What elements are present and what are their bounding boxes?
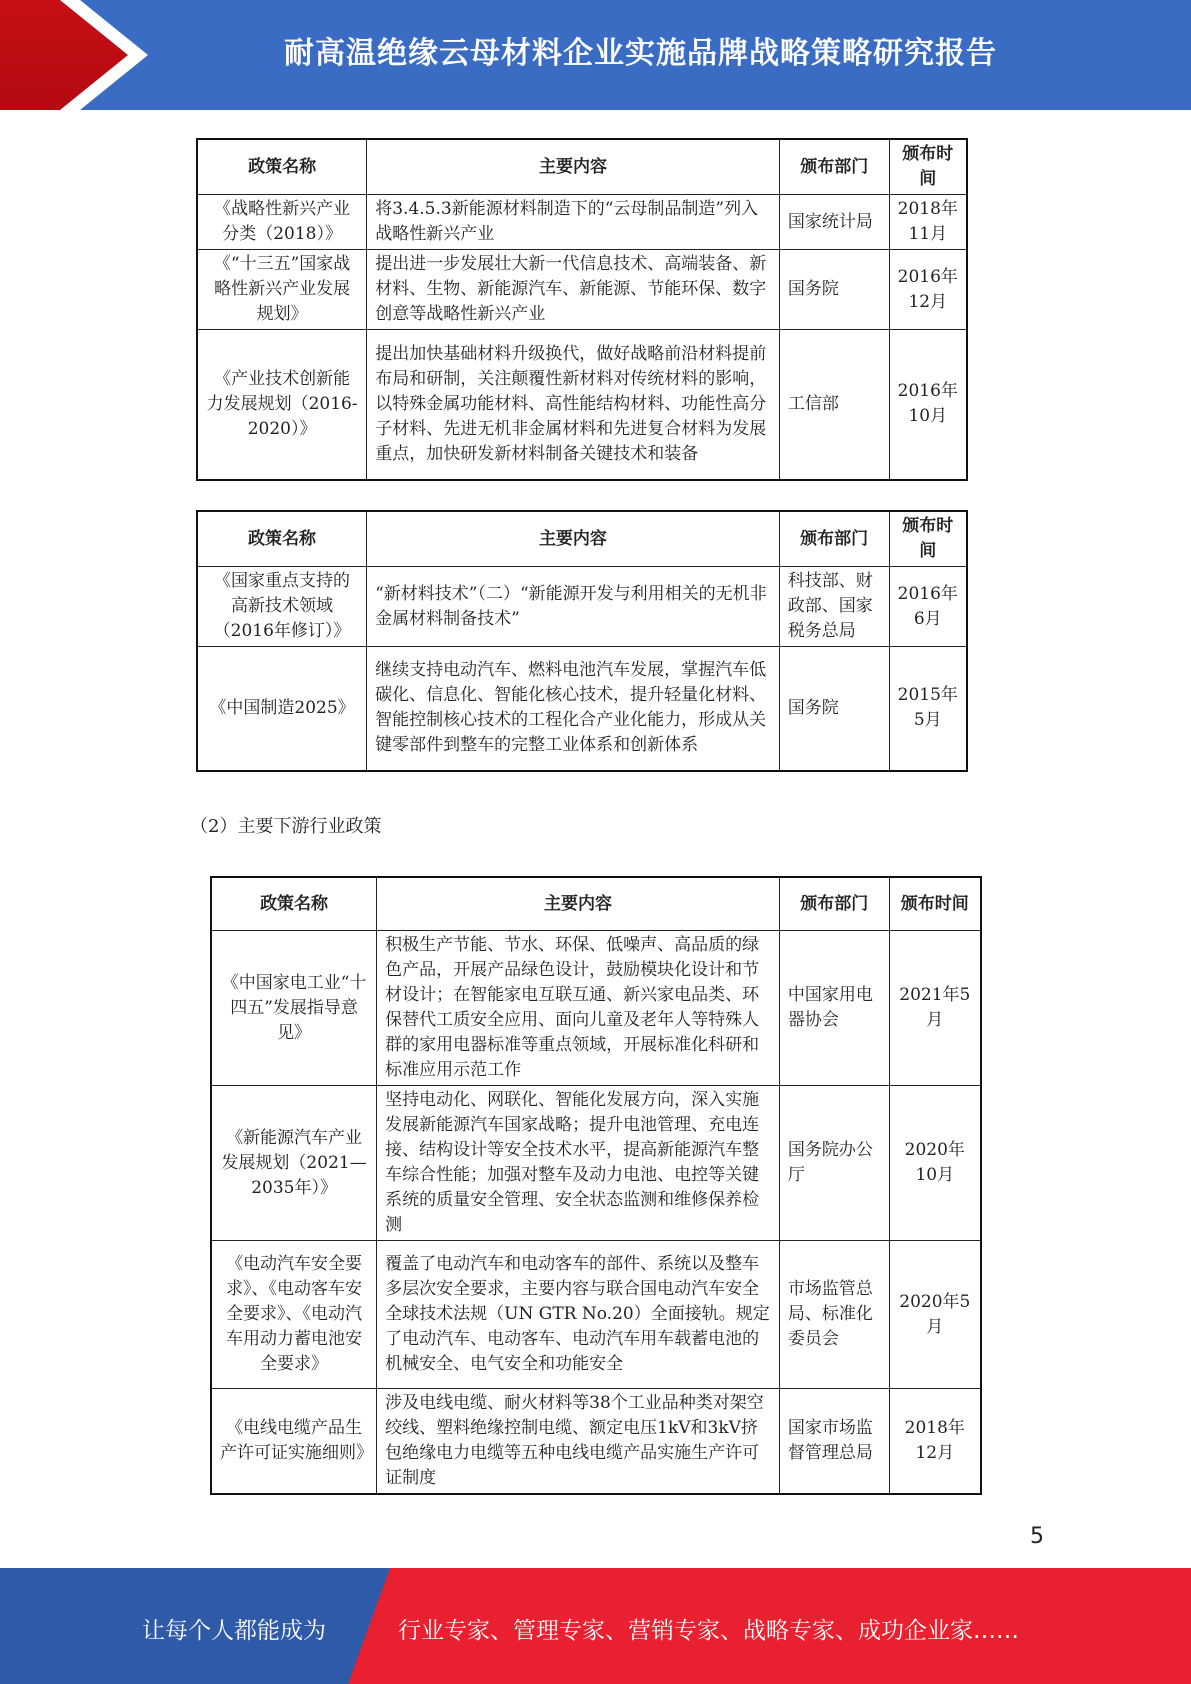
- policy-dept: 国家市场监督管理总局: [779, 1389, 889, 1495]
- table-row: [211, 1086, 981, 1241]
- policy-content: 涉及电线电缆、耐火材料等38个工业品种类对架空绞线、塑料绝缘控制电缆、额定电压1kV和3kV挤包绝缘电力电缆等五种电线电缆产品实施生产许可证制度: [377, 1389, 780, 1495]
- policy-dept: 国务院: [779, 250, 889, 330]
- header-banner: [0, 0, 1191, 110]
- col-header-dept: 颁布部门: [779, 139, 889, 195]
- table-row: [197, 647, 967, 771]
- col-header-time: 颁布时间: [889, 511, 967, 567]
- policy-time: 2016年6月: [889, 567, 967, 647]
- policy-content: 提出加快基础材料升级换代，做好战略前沿材料提前布局和研制，关注颠覆性新材料对传统材料的影响，以特殊金属功能材料、高性能结构材料、功能性高分子材料、先进无机非金属材料和先进复合材料为发展重点，加快研发新材料制备关键技术和装备: [367, 330, 780, 480]
- policy-dept: 国务院办公厅: [779, 1086, 889, 1241]
- policy-name: 《“十三五”国家战略性新兴产业发展规划》: [197, 250, 367, 330]
- policy-content: 覆盖了电动汽车和电动客车的部件、系统以及整车多层次安全要求，主要内容与联合国电动汽车安全全球技术法规（UN GTR No.20）全面接轨。规定了电动汽车、电动客车、电动汽车用车载蓄电池的机械安全、电气安全和功能安全: [377, 1241, 780, 1389]
- policy-dept: 市场监管总局、标准化委员会: [779, 1241, 889, 1389]
- policy-name: 《新能源汽车产业发展规划（2021—2035年）》: [211, 1086, 377, 1241]
- table-row: [211, 1389, 981, 1495]
- policy-content: 继续支持电动汽车、燃料电池汽车发展，掌握汽车低碳化、信息化、智能化核心技术，提升轻量化材料、智能控制核心技术的工程化合产业化能力，形成从关键零部件到整车的完整工业体系和创新体系: [367, 647, 780, 771]
- policy-name: 《中国制造2025》: [197, 647, 367, 771]
- policy-time: 2016年10月: [889, 330, 967, 480]
- col-header-content: 主要内容: [367, 139, 780, 195]
- policy-name: 《国家重点支持的高新技术领域（2016年修订）》: [197, 567, 367, 647]
- table-header-row: [197, 139, 967, 195]
- table-row: [197, 567, 967, 647]
- policy-content: 将3.4.5.3新能源材料制造下的“云母制品制造”列入战略性新兴产业: [367, 195, 780, 250]
- section-label: （2）主要下游行业政策: [190, 816, 382, 837]
- policy-time: 2016年12月: [889, 250, 967, 330]
- policy-dept: 国务院: [779, 647, 889, 771]
- policy-table-2: [196, 510, 968, 772]
- policy-time: 2018年12月: [889, 1389, 981, 1495]
- policy-name: 《电动汽车安全要求》、《电动客车安全要求》、《电动汽车用动力蓄电池安全要求》: [211, 1241, 377, 1389]
- col-header-content: 主要内容: [377, 877, 780, 931]
- policy-time: 2021年5月: [889, 931, 981, 1086]
- policy-time: 2020年10月: [889, 1086, 981, 1241]
- policy-name: 《产业技术创新能力发展规划（2016-2020）》: [197, 330, 367, 480]
- col-header-time: 颁布时间: [889, 139, 967, 195]
- policy-name: 《中国家电工业“十四五”发展指导意见》: [211, 931, 377, 1086]
- table-row: [197, 330, 967, 480]
- col-header-name: 政策名称: [197, 139, 367, 195]
- table-row: [197, 250, 967, 330]
- col-header-time: 颁布时间: [889, 877, 981, 931]
- policy-content: 提出进一步发展壮大新一代信息技术、高端装备、新材料、生物、新能源汽车、新能源、节能环保、数字创意等战略性新兴产业: [367, 250, 780, 330]
- policy-content: “新材料技术”（二）“新能源开发与利用相关的无机非金属材料制备技术”: [367, 567, 780, 647]
- policy-table-3: [210, 876, 982, 1495]
- policy-dept: 工信部: [779, 330, 889, 480]
- policy-time: 2020年5月: [889, 1241, 981, 1389]
- col-header-name: 政策名称: [197, 511, 367, 567]
- policy-dept: 科技部、财政部、国家税务总局: [779, 567, 889, 647]
- table-row: [211, 931, 981, 1086]
- policy-content: 积极生产节能、节水、环保、低噪声、高品质的绿色产品，开展产品绿色设计，鼓励模块化设计和节材设计；在智能家电互联互通、新兴家电品类、环保替代工质安全应用、面向儿童及老年人等特殊人群的家用电器标准等重点领域，开展标准化科研和标准应用示范工作: [377, 931, 780, 1086]
- table-row: [197, 195, 967, 250]
- page-number: 5: [1030, 1524, 1044, 1549]
- footer-slogan-right: 行业专家、管理专家、营销专家、战略专家、成功企业家……: [398, 1618, 1019, 1644]
- policy-name: 《电线电缆产品生产许可证实施细则》: [211, 1389, 377, 1495]
- policy-content: 坚持电动化、网联化、智能化发展方向，深入实施发展新能源汽车国家战略；提升电池管理、充电连接、结构设计等安全技术水平，提高新能源汽车整车综合性能；加强对整车及动力电池、电控等关键系统的质量安全管理、安全状态监测和维修保养检测: [377, 1086, 780, 1241]
- footer-banner: [0, 1568, 1191, 1684]
- col-header-dept: 颁布部门: [779, 877, 889, 931]
- col-header-content: 主要内容: [367, 511, 780, 567]
- policy-table-1: [196, 138, 968, 481]
- table-row: [211, 1241, 981, 1389]
- policy-dept: 国家统计局: [779, 195, 889, 250]
- policy-time: 2015年5月: [889, 647, 967, 771]
- report-title: 耐高温绝缘云母材料企业实施品牌战略策略研究报告: [284, 36, 997, 71]
- col-header-dept: 颁布部门: [779, 511, 889, 567]
- table-header-row: [197, 511, 967, 567]
- footer-slogan-left: 让每个人都能成为: [142, 1618, 326, 1644]
- col-header-name: 政策名称: [211, 877, 377, 931]
- policy-time: 2018年11月: [889, 195, 967, 250]
- table-header-row: [211, 877, 981, 931]
- policy-name: 《战略性新兴产业分类（2018）》: [197, 195, 367, 250]
- policy-dept: 中国家用电器协会: [779, 931, 889, 1086]
